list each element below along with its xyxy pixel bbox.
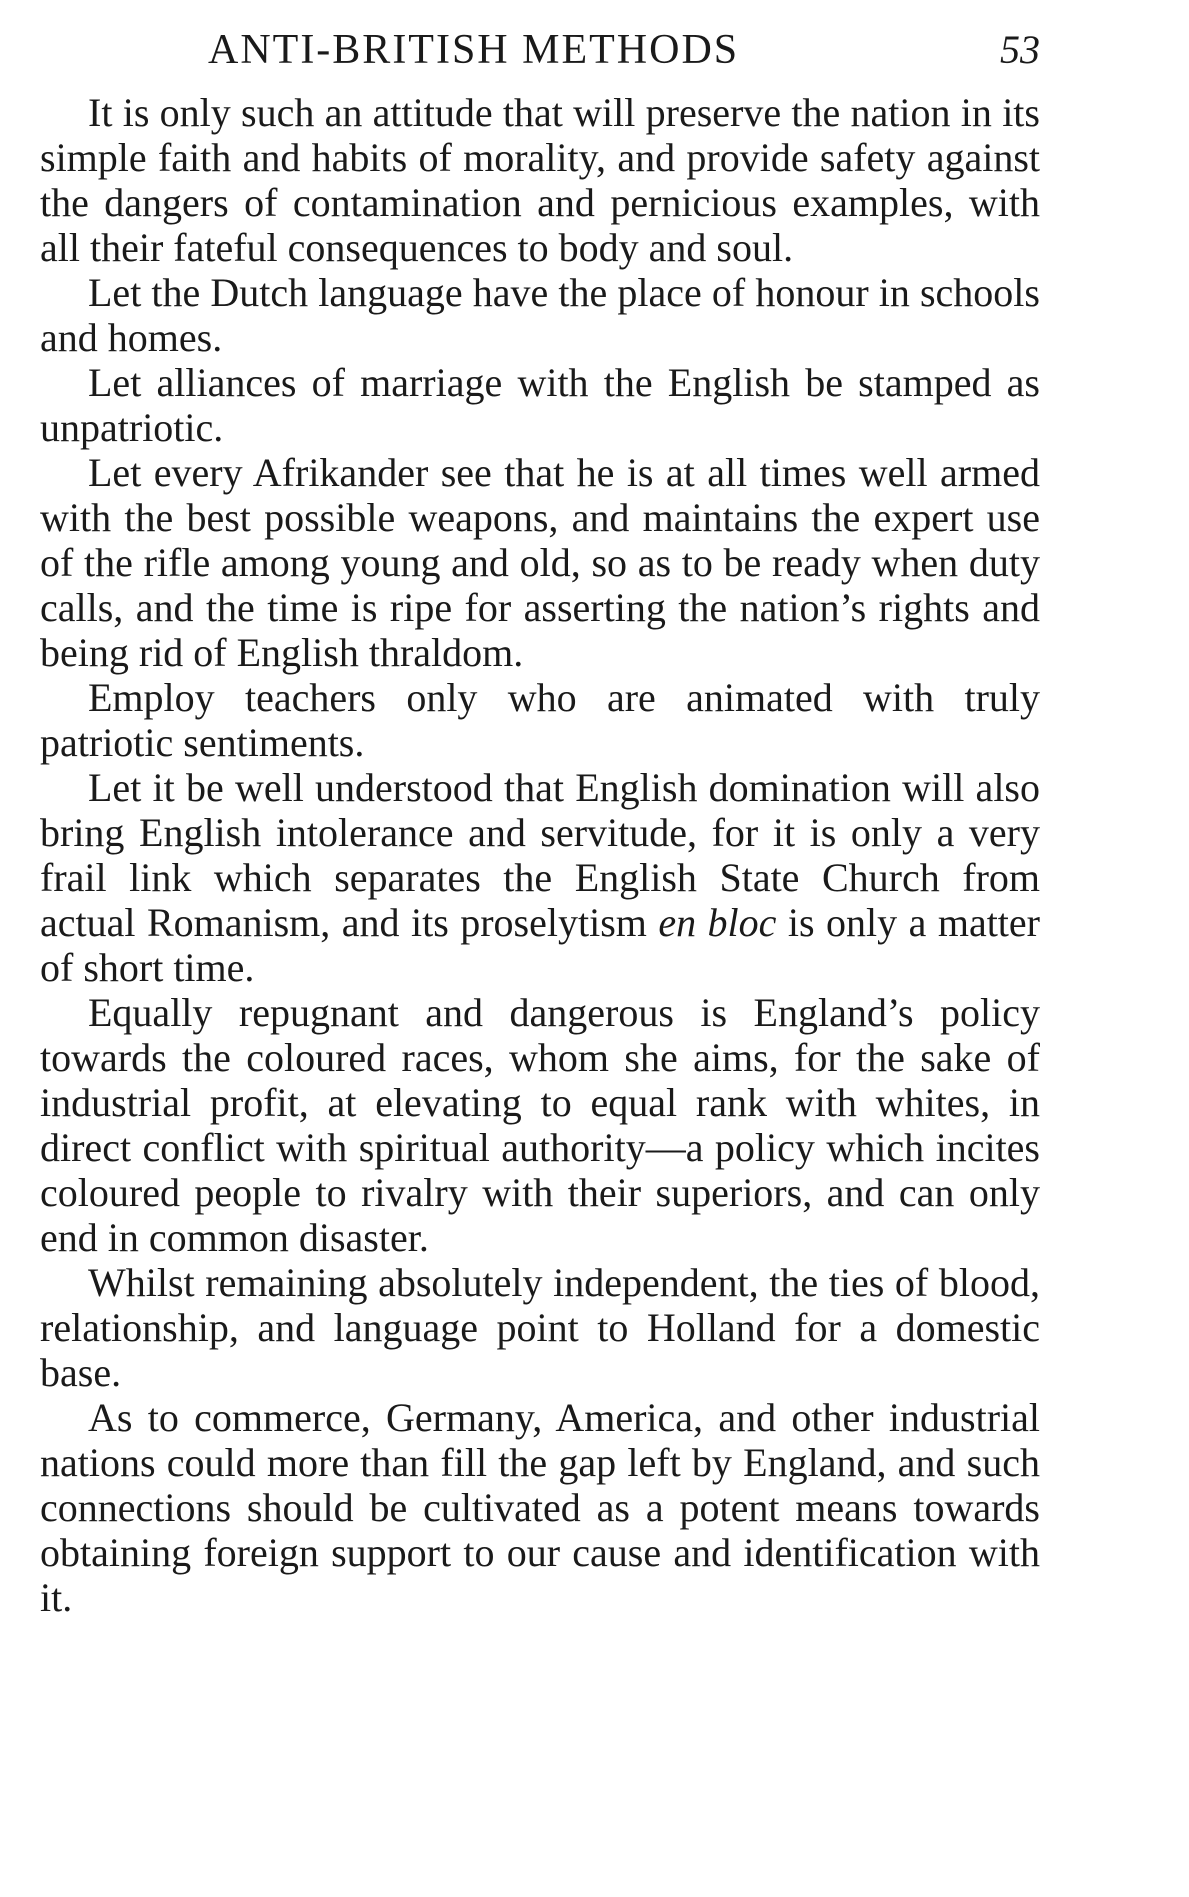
paragraph-6-italic: en bloc [658, 900, 777, 945]
paragraph-3: Let alliances of marriage with the English be stamped as unpatriotic. [40, 360, 1040, 450]
paragraph-6 [40, 765, 1040, 990]
paragraph-7: Equally repugnant and dangerous is England’s policy towards the coloured races, whom she aims, for the sake of industrial profit, at elevating to equal rank with whites, in direct conflict with spiritual authority—a policy which incites coloured people to rivalry with their superiors, and can only end in common disaster. [40, 990, 1040, 1260]
paragraph-6-text: Let it be well understood that English domination will also bring English intolerance and servitude, for it is only a very frail link which separates the English State Church from actual Romanism, and its proselytism [40, 765, 1040, 945]
paragraph-5: Employ teachers only who are animated with truly patriotic sentiments. [40, 675, 1040, 765]
paragraph-9: As to commerce, Germany, America, and other industrial nations could more than fill the gap left by England, and such connections should be cultivated as a potent means towards obtaining foreign support to our cause and identification with it. [40, 1395, 1040, 1620]
running-title: ANTI-BRITISH METHODS [208, 27, 740, 73]
paragraph-4: Let every Afrikander see that he is at all times well armed with the best possible weapons, and maintains the expert use of the rifle among young and old, so as to be ready when duty calls, and the time is ripe for asserting the nation’s rights and being rid of English thraldom. [40, 450, 1040, 675]
paragraph-6-text-end: is only a matter of short time. [40, 900, 1040, 990]
paragraph-2: Let the Dutch language have the place of honour in schools and homes. [40, 270, 1040, 360]
paragraph-8: Whilst remaining absolutely independent, the ties of blood, relationship, and language point to Holland for a domestic base. [40, 1260, 1040, 1395]
page-number: 53 [1000, 27, 1040, 72]
paragraph-1: It is only such an attitude that will preserve the nation in its simple faith and habits of morality, and provide safety against the dangers of contamination and pernicious examples, with all their fateful consequences to body and soul. [40, 90, 1040, 270]
running-head [40, 22, 1040, 78]
body-text [40, 90, 1040, 1620]
